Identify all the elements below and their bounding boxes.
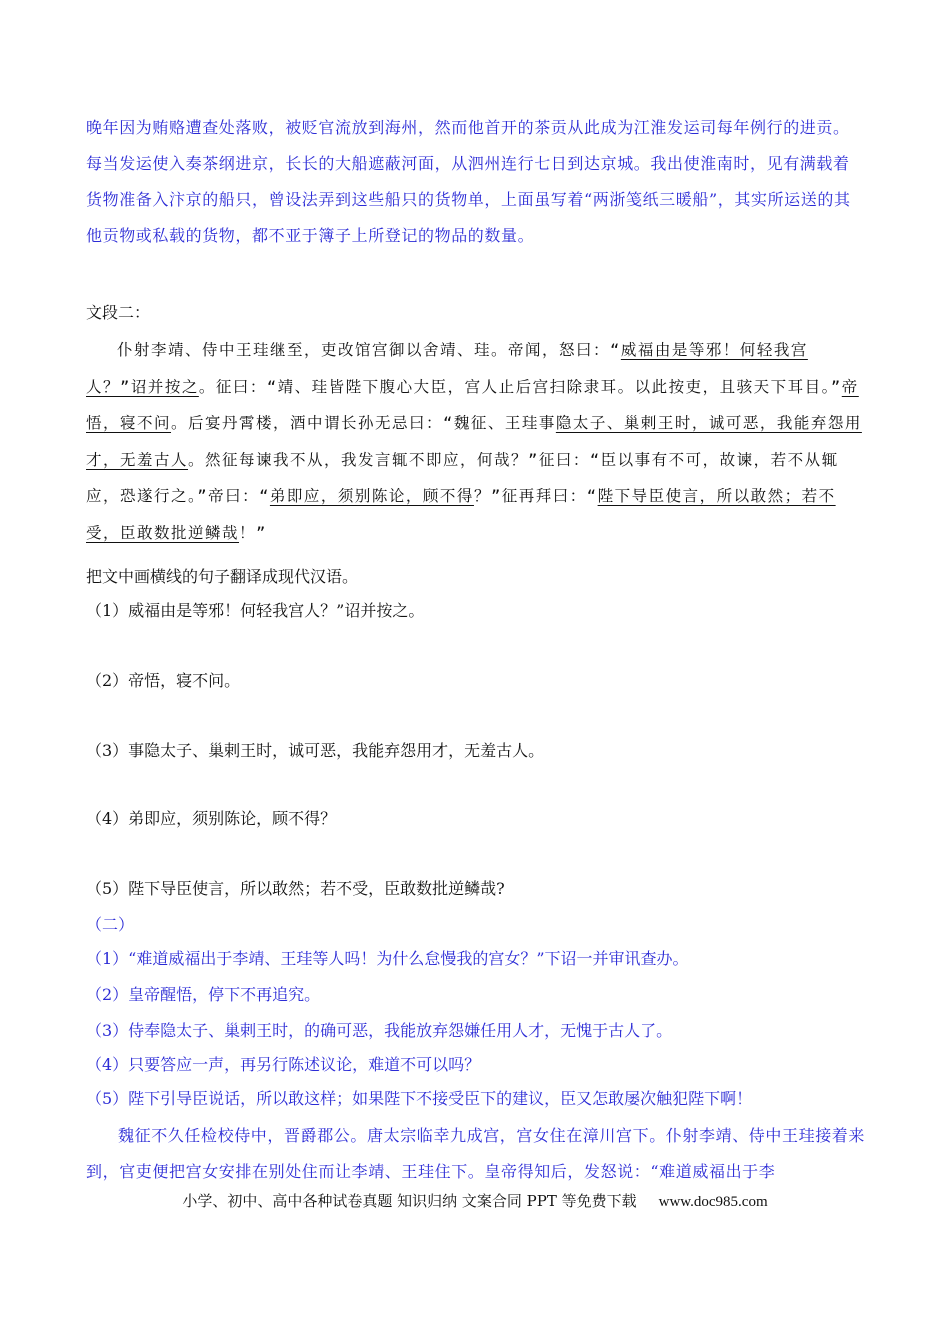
page-footer: [0, 1190, 950, 1211]
answer-item: （4）只要答应一声，再另行陈述议论，难道不可以吗？: [86, 1055, 481, 1074]
question-item: （4）弟即应，须别陈论，顾不得？: [86, 809, 337, 828]
passage-text: 。后宴丹霄楼，酒中谓长孙无忌曰：“魏征、王珪事: [171, 414, 556, 432]
question-item: （2）帝悟，寝不问。: [86, 671, 241, 690]
question-item: （3）事隐太子、巢剌王时，诚可恶，我能弃怨用才，无羞古人。: [86, 741, 545, 760]
question-item: （5）陛下导臣使言，所以敢然；若不受，臣敢数批逆鳞哉?: [86, 879, 505, 898]
underlined-sentence: 陛下导臣使言，所以敢然；若不受，臣敢数批逆鳞哉: [86, 487, 836, 542]
question-instruction: 把文中画横线的句子翻译成现代汉语。: [86, 567, 359, 586]
underlined-sentence: 帝悟，寝不问: [86, 377, 859, 432]
answers-label: （二）: [86, 915, 135, 934]
footer-text: 小学、初中、高中各种试卷真题 知识归纳 文案合同 PPT 等免费下载: [182, 1192, 637, 1210]
passage-text: 。然征每谏我不从，我发言辄不即应，何哉？”征曰：“臣以事有不可，故谏，若不从辄应，恐遂行之。”帝曰：“: [86, 450, 839, 505]
underlined-sentence: 隐太子、巢剌王时，诚可恶，我能弃怨用才，无羞古人: [86, 414, 862, 469]
answer-item: （3）侍奉隐太子、巢剌王时，的确可恶，我能放弃怨嫌任用人才，无愧于古人了。: [86, 1021, 673, 1040]
footer-url: www.doc985.com: [658, 1194, 768, 1210]
section-heading: 文段二：: [86, 303, 151, 322]
passage-text: 仆射李靖、侍中王珪继至，吏改馆宫御以舍靖、珪。帝闻，怒曰：“: [117, 341, 621, 359]
passage2-translation: 魏征不久任检校侍中，晋爵郡公。唐太宗临幸九成宫，宫女住在漳川宫下。仆射李靖、侍中王珪接着来到，官吏便把宫女安排在别处住而让李靖、王珪住下。皇帝得知后，发怒说：“难道威福出于李: [86, 1126, 866, 1181]
underlined-sentence: 威福由是等邪！何轻我宫人？”诏并按之: [86, 341, 808, 396]
underlined-sentence: 弟即应，须别陈论，顾不得: [269, 487, 474, 505]
passage-text: ！”: [239, 523, 267, 542]
answer-item: （2）皇帝醒悟，停下不再追究。: [86, 985, 321, 1004]
classical-passage: [86, 332, 866, 551]
answer-item: （5）陛下引导臣说话，所以敢这样；如果陛下不接受臣下的建议，臣又怎敢屡次触犯陛下啊！: [86, 1089, 753, 1108]
passage-text: ？”征再拜曰：“: [473, 487, 598, 505]
answer-item: （1）“难道威福出于李靖、王珪等人吗！为什么怠慢我的宫女？”下诏一并审讯查办。: [86, 949, 689, 968]
question-item: （1）威福由是等邪！何轻我宫人？”诏并按之。: [86, 601, 425, 620]
passage-translation: 晚年因为贿赂遭查处落败，被贬官流放到海州，然而他首开的茶贡从此成为江淮发运司每年例行的进贡。每当发运使入奏茶纲进京，长长的大船遮蔽河面，从泗州连行七日到达京城。我出使淮南时，见有满载着货物准备入汴京的船只，曾设法弄到这些船只的货物单，上面虽写着“两浙笺纸三暖船”，其实所运送的其他贡物或私载的货物，都不亚于簿子上所登记的物品的数量。: [86, 118, 851, 245]
passage-text: 。征曰：“靖、珪皆陛下腹心大臣，宫人止后宫扫除隶耳。以此按吏，且骇天下耳目。”: [198, 377, 842, 396]
